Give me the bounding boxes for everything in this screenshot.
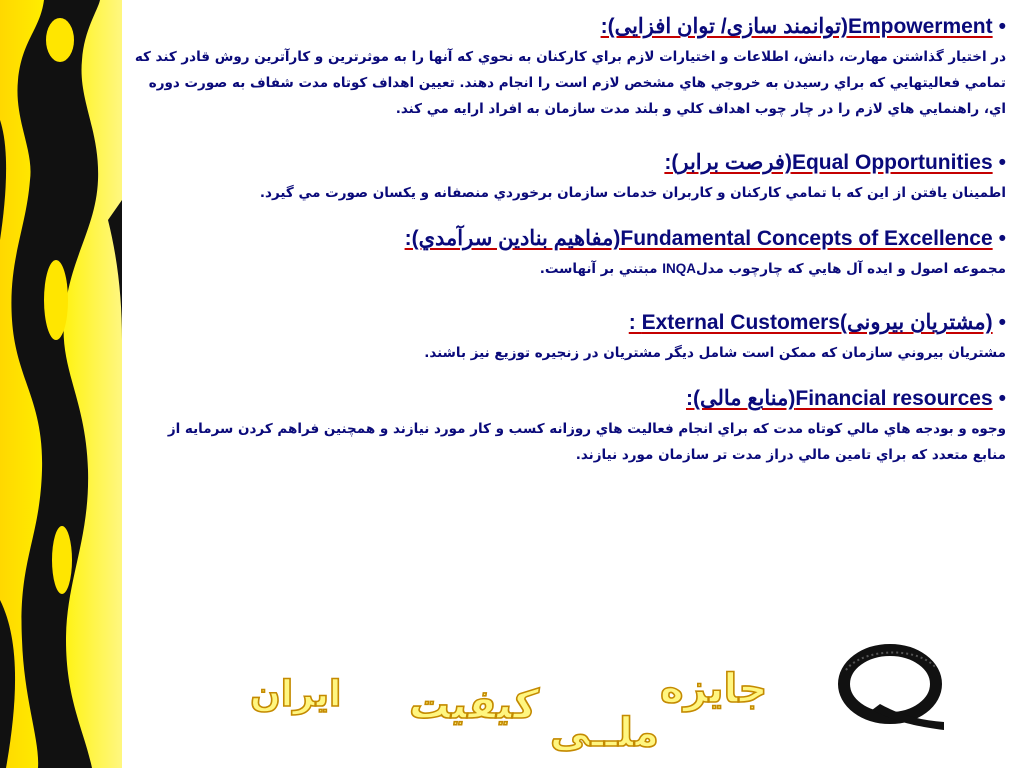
heading-persian: (منابع مالی):: [686, 387, 796, 410]
section-body: اطمينان يافتن از اين كه با تمامي كاركنان و كاربران خدمات سازمان برخوردي منصفانه و يكسان صورت مي گيرد.: [259, 185, 1006, 201]
section-external-customers: [130, 308, 1006, 366]
heading-english: Financial resources: [795, 387, 993, 410]
section-financial-resources: [130, 384, 1006, 468]
heading-english: Empowerment: [847, 15, 993, 38]
heading-colon: :: [628, 311, 642, 334]
main-content: [130, 12, 1006, 468]
body-text-before: مجموعه اصول و ايده آل هايي كه چارچوب مدل: [695, 261, 1006, 277]
heading-english: Fundamental Concepts of Excellence: [620, 227, 993, 250]
quality-award-logo-icon: [832, 640, 950, 736]
award-word-quality: كيفيت: [406, 682, 541, 728]
bullet-icon: •: [998, 151, 1006, 174]
section-heading: [130, 308, 1006, 338]
section-body: [130, 256, 1006, 282]
section-heading: [130, 384, 1006, 414]
section-heading: [130, 12, 1006, 42]
silhouette-figures-graphic: [0, 0, 122, 768]
section-heading: [130, 148, 1006, 178]
award-word-iran: ايران: [250, 674, 342, 715]
heading-english: External Customers: [641, 311, 840, 334]
section-empowerment: [130, 12, 1006, 122]
heading-persian: (مفاهيم بنادين سرآمدي):: [404, 227, 621, 250]
section-body: مشتريان بيروني سازمان كه ممكن است شامل ديگر مشتريان در زنجيره توزيع نيز باشند.: [424, 345, 1006, 361]
inqa-acronym: INQA: [662, 261, 696, 276]
section-body: در اختيار گذاشتن مهارت، دانش، اطلاعات و اختيارات لازم براي كاركنان به نحوي كه آنها را به موثرترين و كارآترين روش قادر كند كه تمامي فعاليتهايي كه براي رسيدن به خروجي هاي مشخص لازم است را انجام دهند. تعيين اهداف كوتاه مدت شفاف به صورت دوره اي، راهنمايي هاي لازم را در چار چوب اهداف كلي و بلند مدت سازمان به افراد ارايه مي كند.: [134, 49, 1006, 117]
section-fundamental-concepts: [130, 224, 1006, 282]
section-heading: [130, 224, 1006, 254]
decorative-left-band: [0, 0, 122, 768]
bullet-icon: •: [998, 227, 1006, 250]
national-quality-award-wordmark: [250, 666, 810, 768]
section-equal-opportunities: [130, 148, 1006, 206]
heading-persian: (مشتريان بيرونی): [839, 311, 993, 334]
heading-english: Equal Opportunities: [791, 151, 993, 174]
heading-persian: (فرصت برابر):: [664, 151, 792, 174]
bullet-icon: •: [998, 387, 1006, 410]
body-text-after: مبتني بر آنهاست.: [539, 261, 663, 277]
bullet-icon: •: [998, 311, 1006, 334]
heading-persian: (توانمند سازی/ توان افزایی):: [600, 15, 848, 38]
section-body: وجوه و بودجه هاي مالي كوتاه مدت كه براي انجام فعاليت هاي روزانه كسب و كار مورد نيازند و همچنين فراهم كردن سرمايه از منابع متعدد كه براي تامين مالي دراز مدت تر سازمان مورد نيازند.: [167, 421, 1006, 463]
bullet-icon: •: [998, 15, 1006, 38]
award-word-prize: جايزه: [660, 666, 768, 712]
award-word-national: ملــی: [550, 710, 659, 756]
